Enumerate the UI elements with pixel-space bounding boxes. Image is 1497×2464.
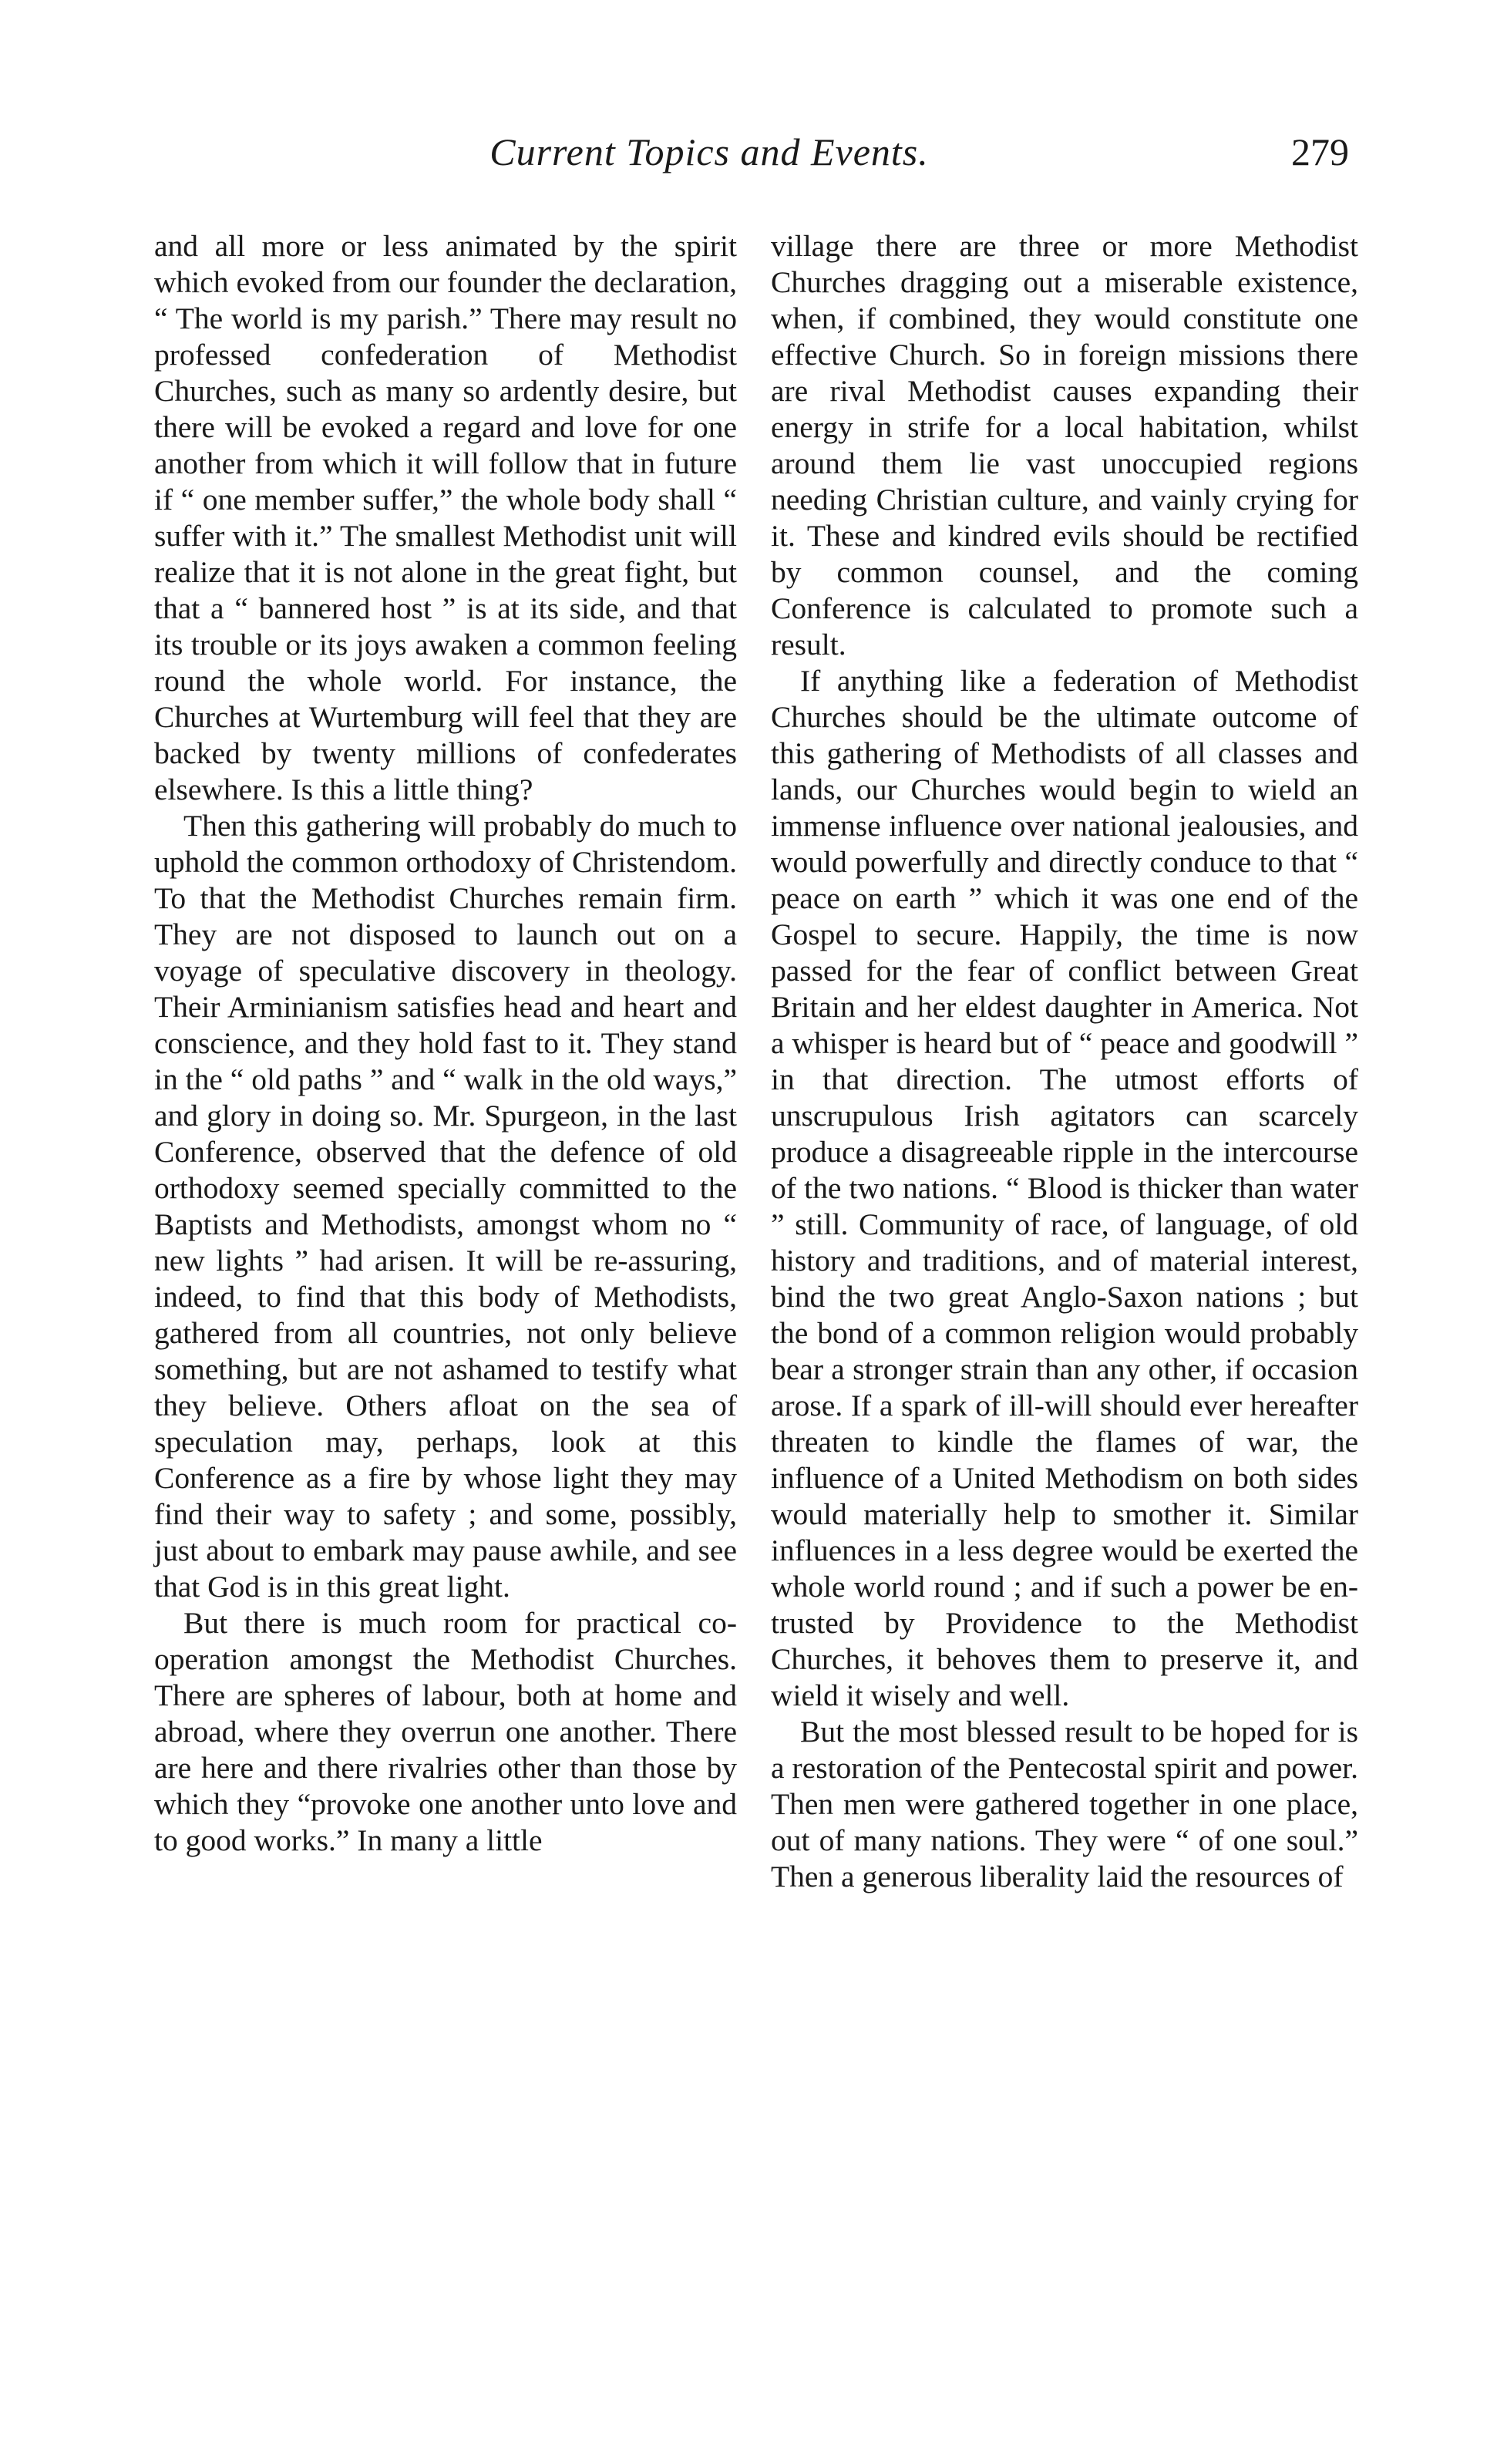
page-number: 279 — [1291, 130, 1349, 173]
paragraph: Then this gathering will probably do much to uphold the common orthodoxy of Christendom. To that the Methodist Churches remain firm. They are not disposed to launch out on a voyage of speculative discovery in theology. Their Arminianism satisfies head and heart and conscience, and they hold fast to it. They stand in the “ old paths ” and “ walk in the old ways,” and glory in doing so. Mr. Spurgeon, in the last Conference, observed that the defence of old orthodoxy seemed specially committed to the Baptists and Methodists, amongst whom no “ new lights ” had arisen. It will be re-assuring, indeed, to find that this body of Methodists, gathered from all countries, not only believe something, but are not ashamed to testify what they believe. Others afloat on the sea of speculation may, perhaps, look at this Conference as a fire by whose light they may find their way to safety ; and some, possibly, just about to embark may pause awhile, and see that God is in this great light. — [154, 809, 737, 1604]
paragraph: But there is much room for practical co-operation amongst the Methodist Churches. There are spheres of labour, both at home and abroad, where they overrun one another. There are here and there rivalries other than those by which they “provoke one another unto love and to good works.” In many a little — [154, 1606, 737, 1857]
paragraph: But the most blessed result to be hoped for is a restoration of the Pentecostal spirit and power. Then men were gathered together in one place, out of many nations. They were “ of one soul.” Then a generous liberality laid the resources of — [771, 1715, 1358, 1893]
running-title: Current Topics and Events. — [489, 130, 929, 173]
paragraph: village there are three or more Methodist Churches dragging out a miserable existence, when, if combined, they would constitute one effective Church. So in foreign missions there are rival Methodist causes expanding their energy in strife for a local habitation, whilst around them lie vast unoccupied regions needing Christian culture, and vainly crying for it. These and kindred evils should be rectified by common counsel, and the coming Conference is calculated to promote such a result. — [771, 229, 1358, 661]
running-header — [432, 130, 1349, 183]
right-column — [771, 228, 1358, 1895]
paragraph: If anything like a federation of Methodist Churches should be the ultimate outcome of this gathering of Methodists of all classes and lands, our Churches would begin to wield an immense influence over national jealousies, and would powerfully and directly conduce to that “ peace on earth ” which it was one end of the Gospel to secure. Happily, the time is now passed for the fear of conflict between Great Britain and her eldest daughter in America. Not a whisper is heard but of “ peace and goodwill ” in that direction. The utmost efforts of unscrupulous Irish agitators can scarcely produce a disagreeable ripple in the intercourse of the two nations. “ Blood is thicker than water ” still. Community of race, of language, of old history and traditions, and of material interest, bind the two great Anglo-Saxon nations ; but the bond of a common religion would probably bear a stronger strain than any other, if occasion arose. If a spark of ill-will should ever hereafter threaten to kindle the flames of war, the influence of a United Methodism on both sides would materially help to smother it. Similar influences in a less degree would be exerted the whole world round ; and if such a power be entrusted by Providence to the Methodist Churches, it behoves them to preserve it, and wield it wisely and well. — [771, 664, 1358, 1712]
left-column — [154, 228, 737, 1859]
paragraph: and all more or less animated by the spirit which evoked from our founder the declaration, “ The world is my parish.” There may result no professed confederation of Methodist Churches, such as many so ardently desire, but there will be evoked a regard and love for one another from which it will follow that in future if “ one member suffer,” the whole body shall “ suffer with it.” The smallest Methodist unit will realize that it is not alone in the great fight, but that a “ bannered host ” is at its side, and that its trouble or its joys awaken a common feeling round the whole world. For instance, the Churches at Wurtemburg will feel that they are backed by twenty millions of confederates elsewhere. Is this a little thing? — [154, 229, 737, 806]
